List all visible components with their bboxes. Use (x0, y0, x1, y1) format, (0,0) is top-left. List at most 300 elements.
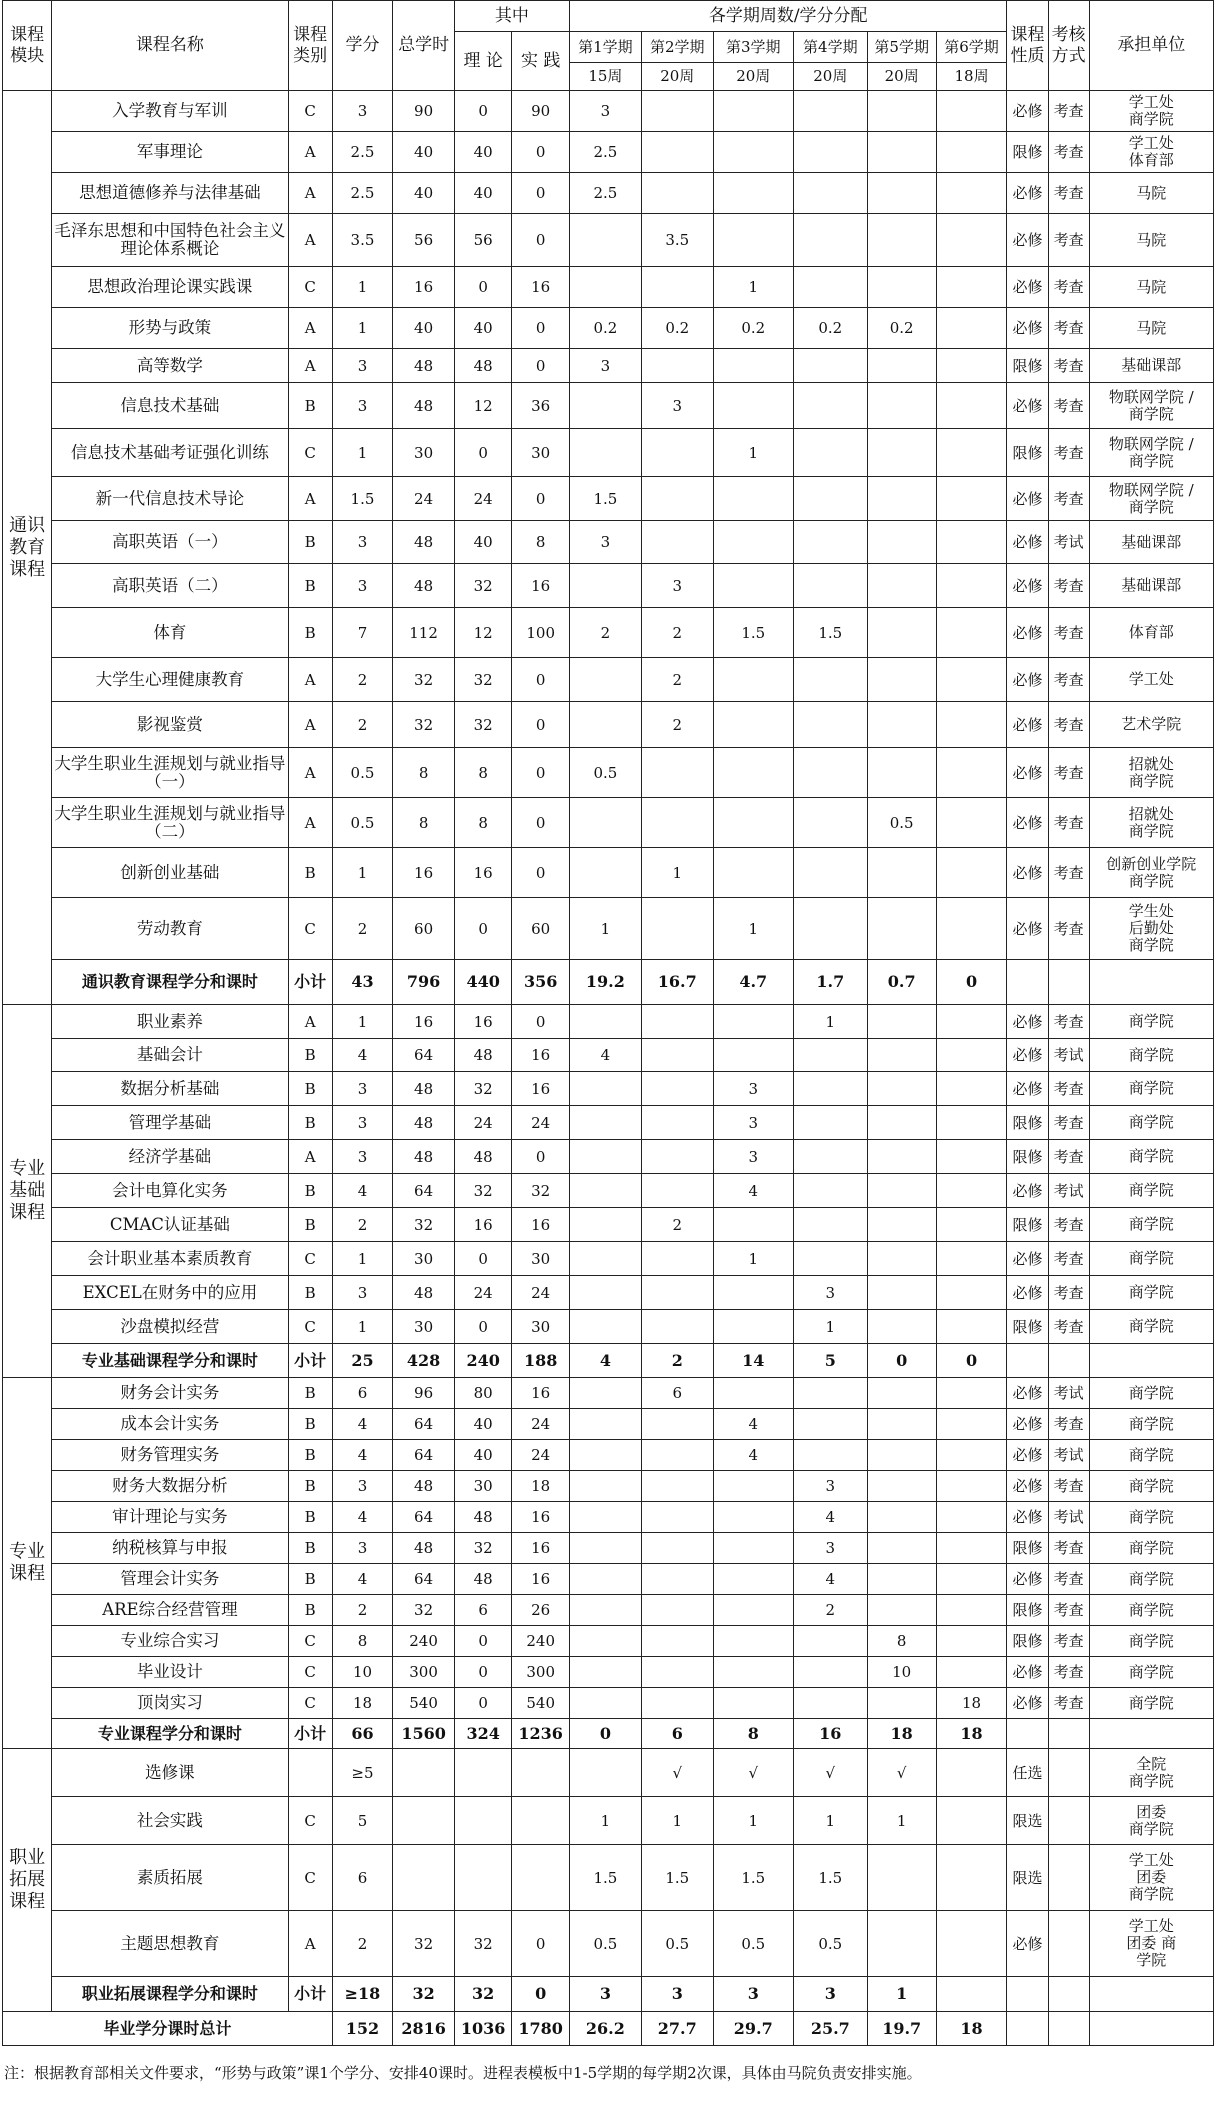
unit-cell (1089, 1845, 1213, 1911)
semester-6-value (936, 91, 1007, 132)
table-row (3, 564, 1214, 608)
course-practice: 0 (512, 848, 570, 898)
subtotal-label: 小计 (288, 1344, 332, 1378)
table-row (3, 1533, 1214, 1564)
semester-6-value (936, 1039, 1007, 1072)
course-type: A (288, 1140, 332, 1174)
assess-method: 考查 (1048, 214, 1089, 267)
course-theory: 48 (454, 1039, 512, 1072)
semester-6-value (936, 349, 1007, 383)
course-name: 大学生职业生涯规划与就业指导（一） (52, 748, 288, 798)
table-row (3, 1072, 1214, 1106)
course-type: C (288, 1845, 332, 1911)
assess-method: 考查 (1048, 1409, 1089, 1440)
unit-line: 体育部 (1128, 623, 1174, 641)
course-type: B (288, 1440, 332, 1471)
course-hours: 40 (393, 132, 455, 173)
semester-4-value: 1 (793, 1797, 867, 1845)
semester-3-value (713, 214, 793, 267)
course-type: C (288, 1657, 332, 1688)
subtotal-credit: 25 (332, 1344, 393, 1378)
semester-3-value (713, 521, 793, 564)
unit-cell (1089, 798, 1213, 848)
total-hours: 2816 (393, 2012, 455, 2046)
unit-cell (1089, 1005, 1213, 1039)
subtotal-semester-5: 0.7 (867, 960, 936, 1005)
semester-5-value (867, 132, 936, 173)
table-row (3, 1039, 1214, 1072)
semester-2-value (641, 1140, 713, 1174)
course-practice: 30 (512, 1310, 570, 1344)
plan-table-wrapper (2, 0, 1214, 2046)
course-hours: 30 (393, 1242, 455, 1276)
course-name: 形势与政策 (52, 308, 288, 349)
unit-line: 商学院 (1128, 1662, 1174, 1681)
course-type: C (288, 91, 332, 132)
course-theory: 0 (454, 1242, 512, 1276)
semester-3-value (713, 1276, 793, 1310)
subtotal-theory: 440 (454, 960, 512, 1005)
semester-2-value: 1.5 (641, 1845, 713, 1911)
course-theory: 30 (454, 1471, 512, 1502)
unit-line: 商学院 (1128, 1012, 1174, 1030)
semester-5-value (867, 1378, 936, 1409)
semester-1-value: 0.5 (569, 748, 641, 798)
assess-method: 考查 (1048, 798, 1089, 848)
course-nature: 限修 (1007, 1106, 1048, 1140)
semester-1-value (569, 1502, 641, 1533)
course-hours: 48 (393, 383, 455, 429)
course-nature: 必修 (1007, 1039, 1048, 1072)
assess-method: 考查 (1048, 564, 1089, 608)
course-type: A (288, 1005, 332, 1039)
unit-line: 商学院 (1128, 1445, 1174, 1464)
assess-method: 考查 (1048, 1595, 1089, 1626)
course-type: B (288, 1595, 332, 1626)
semester-4-value (793, 1174, 867, 1208)
semester-4-value (793, 1242, 867, 1276)
course-nature: 任选 (1007, 1749, 1048, 1797)
table-row (3, 1845, 1214, 1911)
semester-2-value (641, 1533, 713, 1564)
semester-3-value (713, 477, 793, 521)
semester-6-value (936, 658, 1007, 702)
course-name: 基础会计 (52, 1039, 288, 1072)
unit-line: 团委 商 (1126, 1934, 1177, 1952)
semester-2-value (641, 1072, 713, 1106)
course-name: 素质拓展 (52, 1845, 288, 1911)
semester-5-value (867, 1106, 936, 1140)
total-name: 毕业学分课时总计 (3, 2012, 333, 2046)
semester-1-value (569, 658, 641, 702)
unit-cell (1089, 1533, 1213, 1564)
unit-cell (1089, 1688, 1213, 1719)
semester-2-value (641, 1310, 713, 1344)
semester-1-value: 0.5 (569, 1911, 641, 1977)
footnote: 注：根据教育部相关文件要求，“形势与政策”课1个学分、安排40课时。进程表模板中1-5学期的每学期2次课，具体由马院负责安排实施。 (4, 2064, 922, 2082)
semester-5-value (867, 1310, 936, 1344)
semester-6-value (936, 898, 1007, 960)
semester-5-value: 8 (867, 1626, 936, 1657)
semester-6-value (936, 1276, 1007, 1310)
table-row (3, 308, 1214, 349)
course-theory: 8 (454, 798, 512, 848)
course-nature: 必修 (1007, 521, 1048, 564)
unit-line: 商学院 (1128, 1079, 1174, 1097)
assess-method: 考查 (1048, 429, 1089, 477)
semester-6-value (936, 1140, 1007, 1174)
course-type: B (288, 1378, 332, 1409)
semester-6-value (936, 1657, 1007, 1688)
course-practice: 8 (512, 521, 570, 564)
semester-3-value (713, 1378, 793, 1409)
semester-5-value (867, 1564, 936, 1595)
semester-3-value (713, 1564, 793, 1595)
course-type: A (288, 477, 332, 521)
course-hours: 40 (393, 308, 455, 349)
course-credit: 4 (332, 1409, 393, 1440)
subtotal-semester-6: 0 (936, 960, 1007, 1005)
unit-cell (1089, 429, 1213, 477)
subtotal-hours: 32 (393, 1977, 455, 2012)
semester-5-value (867, 267, 936, 308)
unit-line: 物联网学院 / (1108, 387, 1194, 406)
semester-6-value (936, 1005, 1007, 1039)
course-name: 主题思想教育 (52, 1911, 288, 1977)
course-hours: 48 (393, 349, 455, 383)
unit-line: 商学院 (1128, 1414, 1174, 1433)
course-hours: 48 (393, 564, 455, 608)
course-type: B (288, 1409, 332, 1440)
course-nature: 限修 (1007, 349, 1048, 383)
subtotal-assess (1048, 1344, 1089, 1378)
course-hours: 540 (393, 1688, 455, 1719)
course-type: B (288, 564, 332, 608)
semester-1-value: 2 (569, 608, 641, 658)
semester-1-value: 2.5 (569, 173, 641, 214)
unit-line: 商学院 (1128, 1507, 1174, 1526)
semester-6-value (936, 383, 1007, 429)
course-hours: 48 (393, 521, 455, 564)
course-theory: 16 (454, 848, 512, 898)
course-hours: 112 (393, 608, 455, 658)
course-theory: 32 (454, 564, 512, 608)
subtotal-label: 小计 (288, 1977, 332, 2012)
course-practice: 0 (512, 173, 570, 214)
course-credit: 1.5 (332, 477, 393, 521)
total-practice: 1780 (512, 2012, 570, 2046)
unit-line: 学院 (1136, 1951, 1167, 1969)
course-name: 毛泽东思想和中国特色社会主义理论体系概论 (52, 214, 288, 267)
semester-6-value (936, 1564, 1007, 1595)
assess-method: 考查 (1048, 1140, 1089, 1174)
unit-line: 商学院 (1128, 1569, 1174, 1588)
subtotal-assess (1048, 1719, 1089, 1749)
semester-1-value (569, 214, 641, 267)
course-theory: 24 (454, 1106, 512, 1140)
semester-3-value (713, 1039, 793, 1072)
semester-1-value: 1.5 (569, 1845, 641, 1911)
semester-1-value (569, 1174, 641, 1208)
unit-line: 学工处 (1128, 1917, 1174, 1935)
course-practice: 16 (512, 1039, 570, 1072)
semester-2-value (641, 349, 713, 383)
unit-cell (1089, 564, 1213, 608)
semester-1-value: 3 (569, 521, 641, 564)
table-row (3, 798, 1214, 848)
unit-line: 学工处 (1128, 1851, 1174, 1869)
course-hours: 16 (393, 267, 455, 308)
semester-2-value: 0.5 (641, 1911, 713, 1977)
course-hours: 8 (393, 798, 455, 848)
unit-line: 商学院 (1128, 1600, 1174, 1619)
unit-cell (1089, 1174, 1213, 1208)
header-credit: 学分 (332, 1, 393, 91)
table-row (3, 477, 1214, 521)
course-theory: 0 (454, 1310, 512, 1344)
table-row (3, 1106, 1214, 1140)
subtotal-assess (1048, 1977, 1089, 2012)
header-weeks-2: 20周 (641, 63, 713, 91)
header-semester-2: 第2学期 (641, 32, 713, 63)
subtotal-practice: 0 (512, 1977, 570, 2012)
course-name: 专业综合实习 (52, 1626, 288, 1657)
semester-3-value (713, 1626, 793, 1657)
semester-4-value (793, 898, 867, 960)
course-type: B (288, 608, 332, 658)
semester-5-value (867, 477, 936, 521)
assess-method: 考查 (1048, 608, 1089, 658)
assess-method: 考查 (1048, 477, 1089, 521)
subtotal-credit: 66 (332, 1719, 393, 1749)
course-practice (512, 1797, 570, 1845)
course-name: 大学生心理健康教育 (52, 658, 288, 702)
course-name: 高职英语（一） (52, 521, 288, 564)
course-type: B (288, 1072, 332, 1106)
unit-line: 马院 (1136, 230, 1167, 249)
subtotal-semester-2: 16.7 (641, 960, 713, 1005)
course-theory: 0 (454, 267, 512, 308)
semester-3-value (713, 1595, 793, 1626)
unit-cell (1089, 608, 1213, 658)
subtotal-unit (1089, 960, 1213, 1005)
semester-4-value: 0.5 (793, 1911, 867, 1977)
assess-method: 考查 (1048, 1657, 1089, 1688)
course-credit: 5 (332, 1797, 393, 1845)
course-practice: 32 (512, 1174, 570, 1208)
course-practice: 30 (512, 1242, 570, 1276)
semester-3-value: 0.2 (713, 308, 793, 349)
semester-2-value (641, 1409, 713, 1440)
course-name: 管理会计实务 (52, 1564, 288, 1595)
semester-5-value (867, 1072, 936, 1106)
course-credit: 3 (332, 383, 393, 429)
subtotal-unit (1089, 1719, 1213, 1749)
unit-line: 商学院 (1128, 110, 1174, 128)
semester-4-value (793, 214, 867, 267)
course-nature: 必修 (1007, 1072, 1048, 1106)
course-credit: 3 (332, 1140, 393, 1174)
semester-2-value (641, 1688, 713, 1719)
course-credit: 1 (332, 308, 393, 349)
semester-4-value: 1 (793, 1310, 867, 1344)
course-theory (454, 1797, 512, 1845)
course-practice: 300 (512, 1657, 570, 1688)
assess-method: 考查 (1048, 702, 1089, 748)
semester-5-value (867, 658, 936, 702)
semester-1-value: 4 (569, 1039, 641, 1072)
assess-method: 考查 (1048, 1106, 1089, 1140)
course-hours: 240 (393, 1626, 455, 1657)
subtotal-unit (1089, 1344, 1213, 1378)
unit-line: 商学院 (1128, 1771, 1174, 1790)
course-practice: 16 (512, 1533, 570, 1564)
course-name: EXCEL在财务中的应用 (52, 1276, 288, 1310)
course-theory: 32 (454, 1533, 512, 1564)
subtotal-semester-4: 3 (793, 1977, 867, 2012)
course-nature: 必修 (1007, 1378, 1048, 1409)
unit-cell (1089, 1072, 1213, 1106)
unit-cell (1089, 349, 1213, 383)
course-practice: 0 (512, 1911, 570, 1977)
total-semester-4: 25.7 (793, 2012, 867, 2046)
semester-5-value (867, 91, 936, 132)
semester-4-value (793, 1208, 867, 1242)
course-name: 体育 (52, 608, 288, 658)
assess-method: 考查 (1048, 1310, 1089, 1344)
course-practice: 240 (512, 1626, 570, 1657)
course-name: 会计电算化实务 (52, 1174, 288, 1208)
assess-method: 考试 (1048, 1440, 1089, 1471)
course-type: A (288, 349, 332, 383)
unit-cell (1089, 1140, 1213, 1174)
header-hours: 总学时 (393, 1, 455, 91)
semester-2-value: 3 (641, 383, 713, 429)
header-theory: 理 论 (454, 32, 512, 91)
subtotal-nature (1007, 1344, 1048, 1378)
unit-line: 学工处 (1128, 134, 1174, 152)
unit-line: 物联网学院 / (1108, 480, 1194, 499)
semester-4-value (793, 1440, 867, 1471)
course-practice (512, 1845, 570, 1911)
semester-5-value (867, 173, 936, 214)
semester-1-value (569, 1471, 641, 1502)
course-type: B (288, 1276, 332, 1310)
course-hours: 64 (393, 1440, 455, 1471)
header-unit: 承担单位 (1089, 1, 1213, 91)
unit-cell (1089, 383, 1213, 429)
semester-4-value (793, 383, 867, 429)
course-nature: 必修 (1007, 1440, 1048, 1471)
course-name: 管理学基础 (52, 1106, 288, 1140)
course-credit: 2 (332, 1911, 393, 1977)
subtotal-semester-4: 1.7 (793, 960, 867, 1005)
semester-2-value: 6 (641, 1378, 713, 1409)
course-hours: 60 (393, 898, 455, 960)
module-label: 通识教育课程 (3, 91, 52, 1005)
course-type: B (288, 1106, 332, 1140)
semester-6-value (936, 848, 1007, 898)
table-row (3, 1595, 1214, 1626)
table-row (3, 658, 1214, 702)
course-hours: 64 (393, 1409, 455, 1440)
course-practice: 16 (512, 267, 570, 308)
course-hours: 64 (393, 1174, 455, 1208)
header-of-which: 其中 (454, 1, 569, 32)
course-name: 劳动教育 (52, 898, 288, 960)
module-label: 职业拓展课程 (3, 1749, 52, 2012)
unit-line: 商学院 (1128, 1476, 1174, 1495)
course-credit: 4 (332, 1564, 393, 1595)
semester-5-value: 0.5 (867, 798, 936, 848)
course-type: A (288, 308, 332, 349)
unit-line: 基础课部 (1121, 356, 1182, 374)
assess-method: 考试 (1048, 1039, 1089, 1072)
course-nature: 必修 (1007, 1471, 1048, 1502)
assess-method (1048, 1845, 1089, 1911)
semester-4-value (793, 477, 867, 521)
course-nature: 必修 (1007, 702, 1048, 748)
course-theory: 8 (454, 748, 512, 798)
course-theory: 32 (454, 702, 512, 748)
subtotal-name: 通识教育课程学分和课时 (52, 960, 288, 1005)
subtotal-theory: 324 (454, 1719, 512, 1749)
course-credit: 3 (332, 91, 393, 132)
semester-2-value (641, 1039, 713, 1072)
semester-2-value (641, 1106, 713, 1140)
assess-method: 考查 (1048, 1208, 1089, 1242)
semester-2-value: 2 (641, 608, 713, 658)
unit-cell (1089, 1797, 1213, 1845)
assess-method: 考查 (1048, 91, 1089, 132)
semester-5-value (867, 564, 936, 608)
unit-line: 商学院 (1128, 1538, 1174, 1557)
course-practice: 24 (512, 1409, 570, 1440)
course-type: C (288, 429, 332, 477)
semester-3-value (713, 349, 793, 383)
subtotal-semester-6 (936, 1977, 1007, 2012)
semester-4-value (793, 1657, 867, 1688)
subtotal-semester-3: 14 (713, 1344, 793, 1378)
course-theory: 40 (454, 173, 512, 214)
semester-4-value: 1 (793, 1005, 867, 1039)
semester-1-value (569, 383, 641, 429)
table-row (3, 1005, 1214, 1039)
course-name: 毕业设计 (52, 1657, 288, 1688)
semester-3-value: 3 (713, 1072, 793, 1106)
subtotal-name: 职业拓展课程学分和课时 (52, 1977, 288, 2012)
course-theory: 24 (454, 477, 512, 521)
course-credit: 2.5 (332, 173, 393, 214)
subtotal-nature (1007, 1719, 1048, 1749)
unit-cell (1089, 1378, 1213, 1409)
course-nature: 必修 (1007, 1657, 1048, 1688)
course-name: 信息技术基础 (52, 383, 288, 429)
course-theory: 0 (454, 1688, 512, 1719)
course-nature: 必修 (1007, 898, 1048, 960)
unit-cell (1089, 658, 1213, 702)
course-theory: 32 (454, 1911, 512, 1977)
course-theory: 6 (454, 1595, 512, 1626)
semester-3-value: 4 (713, 1440, 793, 1471)
assess-method: 考查 (1048, 658, 1089, 702)
semester-6-value (936, 308, 1007, 349)
semester-4-value (793, 267, 867, 308)
unit-line: 商学院 (1128, 1113, 1174, 1131)
table-row (3, 214, 1214, 267)
semester-4-value (793, 702, 867, 748)
subtotal-semester-5: 18 (867, 1719, 936, 1749)
